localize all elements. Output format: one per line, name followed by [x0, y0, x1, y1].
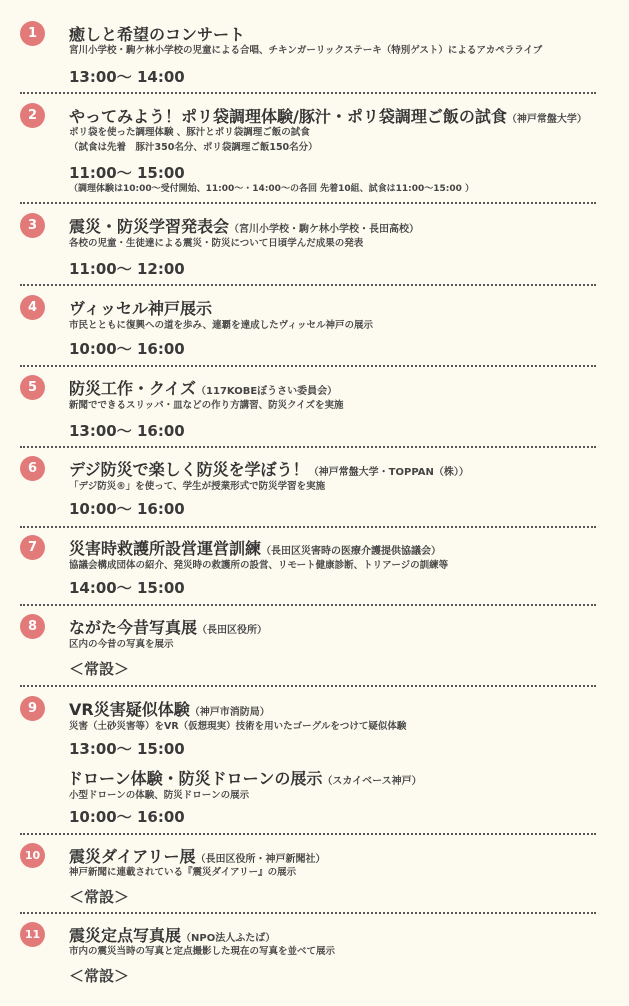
- event-number-badge: 1: [20, 21, 45, 46]
- event-description: 協議会構成団体の紹介、発災時の救護所の設営、リモート健康診断、トリアージの訓練等: [69, 560, 449, 571]
- event-description: 災害（土砂災害等）をVR（仮想現実）技術を用いたゴーグルをつけて疑似体験: [69, 721, 407, 732]
- event-number-badge: 10: [20, 843, 45, 868]
- event-title-text: やってみよう！ポリ袋調理体験/豚汁・ポリ袋調理ご飯の試食: [69, 107, 507, 126]
- event-title-text: ながた今昔写真展: [69, 618, 198, 637]
- event-time: 14:00～ 15:00: [69, 579, 185, 597]
- event-title-text: 震災・防災学習発表会: [69, 217, 230, 236]
- event-title: [69, 296, 212, 319]
- event-title-text: 防災工作・クイズ: [69, 379, 197, 398]
- event-description: 各校の児童・生徒達による震災・防災について日頃学んだ成果の発表: [69, 238, 364, 249]
- event-title-text: VR災害疑似体験: [69, 700, 190, 719]
- event-title: [69, 615, 267, 638]
- event-title: [69, 376, 337, 399]
- event-time: ＜常設＞: [69, 967, 130, 985]
- event-description: 区内の今昔の写真を展示: [69, 639, 174, 650]
- event-organizer: （神戸常盤大学・TOPPAN（株））: [308, 467, 469, 478]
- divider: [20, 604, 596, 606]
- event-time: 13:00～ 15:00: [69, 740, 185, 758]
- event-description: 「デジ防災®」を使って、学生が授業形式で防災学習を実施: [69, 481, 326, 492]
- event-title-text: ヴィッセル神戸展示: [69, 299, 213, 318]
- event-organizer: （宮川小学校・駒ケ林小学校・長田高校）: [229, 224, 420, 235]
- divider: [20, 526, 596, 528]
- event-subtitle-text: ドローン体験・防災ドローンの展示: [67, 769, 323, 788]
- event-description: ポリ袋を使った調理体験 、豚汁とポリ袋調理ご飯の試食: [69, 127, 310, 138]
- event-title: [69, 457, 469, 480]
- divider: [20, 284, 596, 286]
- event-time: 11:00～ 15:00: [69, 164, 185, 182]
- event-title-text: 震災定点写真展: [69, 926, 182, 945]
- event-organizer: （長田区役所）: [197, 625, 268, 636]
- event-title: [69, 536, 441, 559]
- event-time: ＜常設＞: [69, 888, 130, 906]
- event-title: [69, 22, 245, 45]
- event-number-badge: 8: [20, 614, 45, 639]
- event-title: [69, 923, 275, 946]
- event-title: [69, 844, 326, 867]
- event-title: [69, 697, 270, 720]
- event-description-extra: （試食は先着 豚汁350名分、ポリ袋調理ご飯150名分）: [69, 142, 318, 153]
- event-time: 10:00～ 16:00: [69, 500, 185, 518]
- event-title-text: 癒しと希望のコンサート: [69, 25, 246, 44]
- event-organizer: （神戸市消防局）: [189, 707, 270, 718]
- event-subtitle-time: 10:00～ 16:00: [69, 808, 185, 826]
- divider: [20, 446, 596, 448]
- event-organizer: （長田区役所・神戸新聞社）: [195, 854, 326, 865]
- event-number-badge: 11: [20, 922, 45, 947]
- event-number-badge: 9: [20, 696, 45, 721]
- event-description: 新聞でできるスリッパ・皿などの作り方講習、防災クイズを実施: [69, 400, 344, 411]
- event-title-text: 震災ダイアリー展: [69, 847, 196, 866]
- event-subtitle: [67, 766, 422, 789]
- event-title: [69, 104, 587, 127]
- divider: [20, 685, 596, 687]
- divider: [20, 202, 596, 204]
- event-time: 13:00～ 14:00: [69, 68, 185, 86]
- event-description: 神戸新聞に連載されている『震災ダイアリー』の展示: [69, 867, 297, 878]
- event-number-badge: 6: [20, 456, 45, 481]
- event-title-text: デジ防災で楽しく防災を学ぼう！: [69, 460, 309, 479]
- event-number-badge: 3: [20, 213, 45, 238]
- event-description: 市内の震災当時の写真と定点撮影した現在の写真を並べて展示: [69, 946, 336, 957]
- event-organizer: （長田区災害時の医療介護提供協議会）: [261, 546, 442, 557]
- event-subtitle-description: 小型ドローンの体験、防災ドローンの展示: [69, 790, 250, 801]
- divider: [20, 912, 596, 914]
- event-organizer: （神戸常盤大学）: [506, 114, 587, 125]
- event-description: 市民とともに復興への道を歩み、連覇を達成したヴィッセル神戸の展示: [69, 320, 374, 331]
- event-title: [69, 214, 419, 237]
- divider: [20, 365, 596, 367]
- event-time: ＜常設＞: [69, 660, 130, 678]
- event-time: 13:00～ 16:00: [69, 422, 185, 440]
- event-title-text: 災害時救護所設営運営訓練: [69, 539, 262, 558]
- event-number-badge: 2: [20, 103, 45, 128]
- event-number-badge: 5: [20, 375, 45, 400]
- event-number-badge: 4: [20, 295, 45, 320]
- event-time: 11:00～ 12:00: [69, 260, 185, 278]
- event-description: 宮川小学校・駒ケ林小学校の児童による合唱、チキンガーリックステーキ（特別ゲスト）によるアカペラライブ: [69, 45, 543, 56]
- event-organizer: （117KOBEぼうさい委員会）: [196, 386, 338, 397]
- divider: [20, 833, 596, 835]
- divider: [20, 92, 596, 94]
- event-time: 10:00～ 16:00: [69, 340, 185, 358]
- event-organizer: （NPO法人ふたば）: [181, 933, 276, 944]
- event-subtitle-organizer: （スカイベース神戸）: [322, 776, 422, 787]
- event-number-badge: 7: [20, 535, 45, 560]
- event-note: （調理体験は10:00～受付開始、11:00～・14:00～の各回 先着10組、試食は11:00～15:00 ）: [69, 184, 475, 194]
